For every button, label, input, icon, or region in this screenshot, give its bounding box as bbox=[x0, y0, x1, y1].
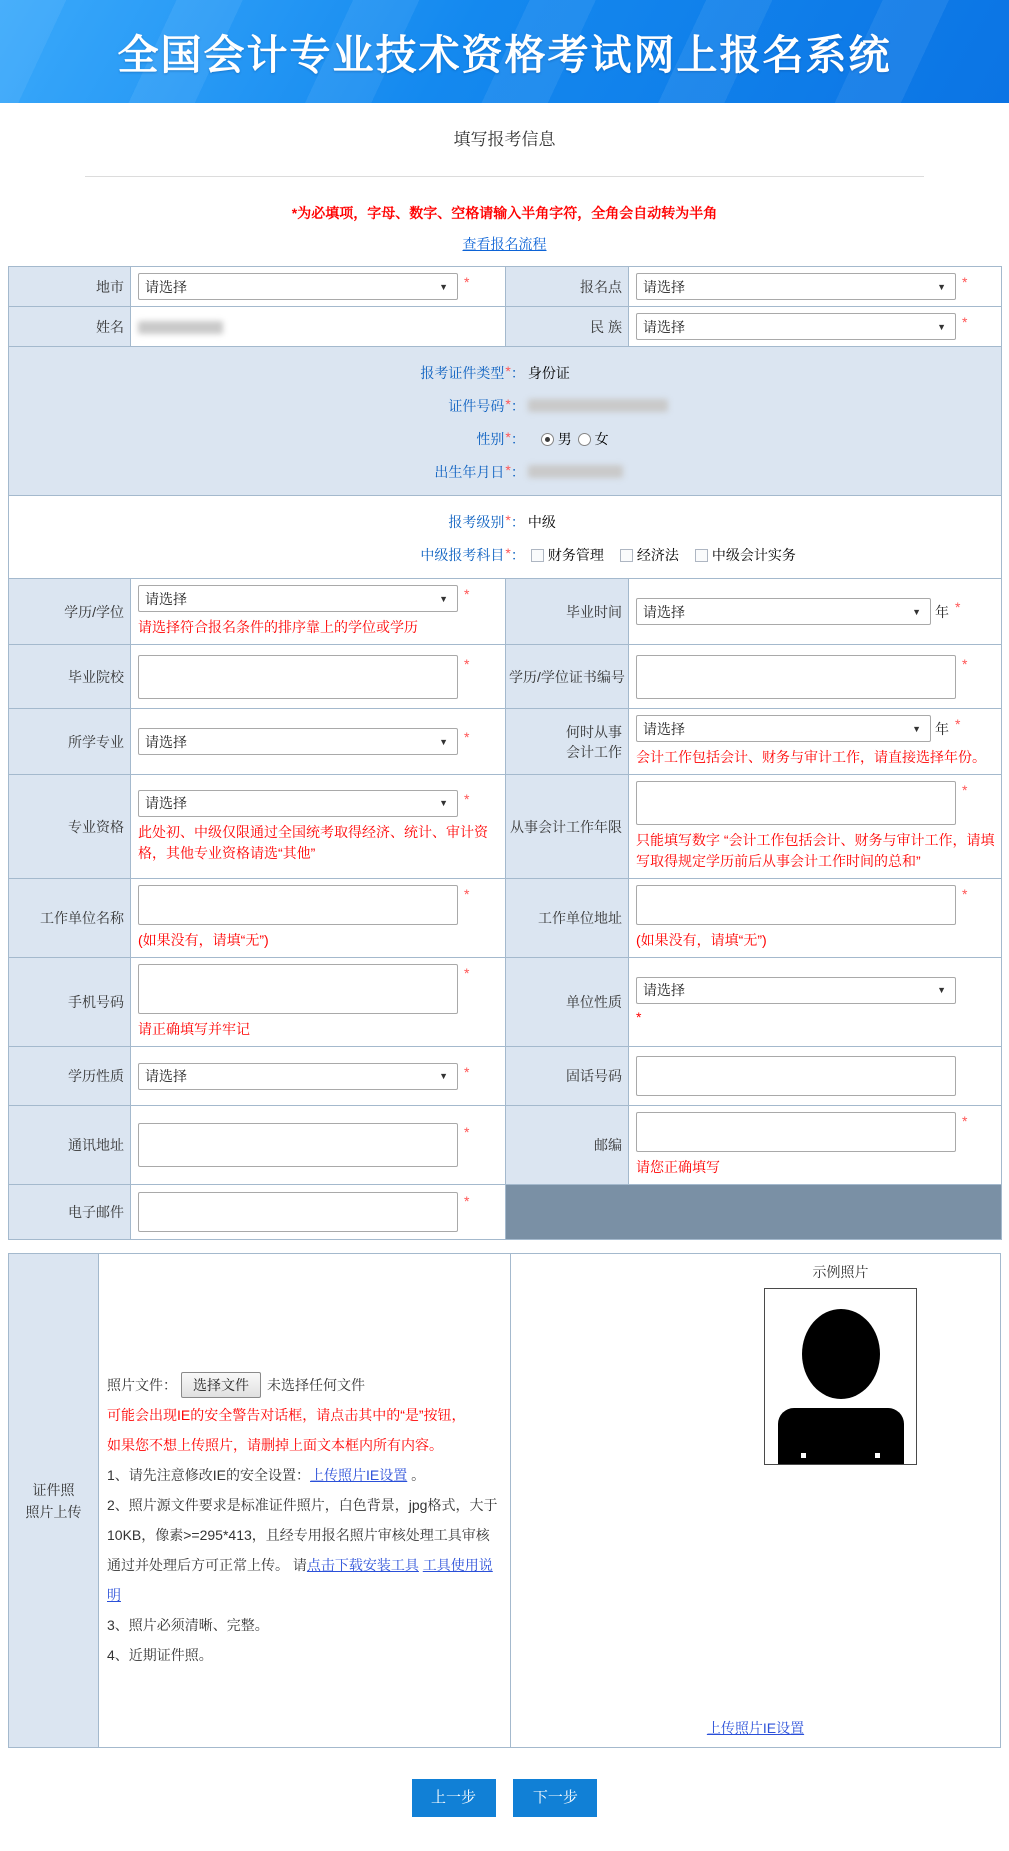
row-qualification-workyears: 专业资格 请选择 ▼ * 此处初、中级仅限通过全国统考取得经济、统计、审计资格，其他专业资格请选“其他” 从事会计工作年限 * 只能填写数字 “会计工作包括会计、财务与审计工作，请填写取得规定学历前后从事会计工作时间的总和” bbox=[9, 775, 1002, 879]
worksince-select[interactable]: 请选择 ▼ bbox=[636, 715, 931, 742]
page-title: 填写报考信息 bbox=[453, 130, 556, 149]
row-education-gradtime: 学历/学位 请选择 ▼ * 请选择符合报名条件的排序靠上的学位或学历 毕业时间 请选择 ▼ 年 * bbox=[9, 579, 1002, 645]
worksince-hint: 会计工作包括会计、财务与审计工作，请直接选择年份。 bbox=[636, 749, 986, 765]
workyears-input[interactable] bbox=[636, 781, 956, 825]
prev-step-button[interactable]: 上一步 bbox=[412, 1779, 496, 1817]
checkbox-icon[interactable] bbox=[695, 549, 708, 562]
subjects-line: 中级报考科目*： 财务管理 经济法 中级会计实务 bbox=[420, 544, 796, 563]
unittype-required: * bbox=[636, 1008, 642, 1025]
gender-male-option[interactable]: 男 bbox=[541, 429, 572, 449]
chevron-down-icon: ▼ bbox=[912, 723, 921, 734]
empty-dark-cell bbox=[506, 1185, 1002, 1240]
radio-male-checked-icon[interactable] bbox=[541, 433, 554, 446]
qualification-select[interactable]: 请选择 ▼ bbox=[138, 790, 458, 817]
city-select[interactable]: 请选择 ▼ bbox=[138, 273, 458, 300]
cert-no-label: 证件号码 bbox=[448, 397, 505, 414]
cert-no-line: 证件号码*： bbox=[9, 389, 1001, 422]
mobile-input[interactable] bbox=[138, 964, 458, 1014]
ethnic-select[interactable]: 请选择 ▼ bbox=[636, 313, 956, 340]
required-asterisk: * bbox=[962, 314, 968, 330]
row-email: 电子邮件 * bbox=[9, 1185, 1002, 1240]
subject-option-finance[interactable]: 财务管理 bbox=[531, 545, 604, 565]
cert-type-line: 报考证件类型*： 身份证 bbox=[420, 362, 570, 381]
no-file-text: 未选择任何文件 bbox=[267, 1377, 365, 1393]
gradtime-select[interactable]: 请选择 ▼ bbox=[636, 598, 931, 625]
photo-example-panel bbox=[511, 1254, 1000, 1747]
employer-addr-hint: (如果没有，请填“无”) bbox=[636, 932, 767, 948]
birth-label: 出生年月日 bbox=[434, 463, 505, 480]
footer-actions bbox=[0, 1779, 1009, 1817]
tool-manual-link[interactable]: 工具使用说明 bbox=[107, 1557, 493, 1603]
employer-name-hint: (如果没有，请填“无”) bbox=[138, 932, 269, 948]
photo-warning-line2: 如果您不想上传照片，请删掉上面文本框内所有内容。 bbox=[107, 1437, 443, 1453]
qualification-label: 专业资格 bbox=[9, 775, 131, 879]
regpoint-label: 报名点 bbox=[506, 267, 629, 307]
regpoint-select[interactable]: 请选择 ▼ bbox=[636, 273, 956, 300]
chevron-down-icon: ▼ bbox=[439, 593, 448, 604]
landline-input[interactable] bbox=[636, 1056, 956, 1096]
subjects-label: 中级报考科目 bbox=[420, 546, 505, 563]
title-divider bbox=[85, 176, 924, 177]
certnumber-input[interactable] bbox=[636, 655, 956, 699]
gradschool-label: 毕业院校 bbox=[9, 645, 131, 709]
gender-label: 性别 bbox=[476, 430, 505, 447]
chevron-down-icon: ▼ bbox=[937, 985, 946, 995]
level-label: 报考级别 bbox=[448, 513, 505, 530]
birth-value-redacted bbox=[528, 465, 623, 478]
row-employer: 工作单位名称 * (如果没有，请填“无”) 工作单位地址 * (如果没有，请填“无”) bbox=[9, 879, 1002, 958]
row-mobile-unittype: 手机号码 * 请正确填写并牢记 单位性质 请选择 ▼ * bbox=[9, 958, 1002, 1047]
photo-rule-2: 2、照片源文件要求是标准证件照片，白色背景，jpg格式，大于10KB，像素>=295*413，且经专用报名照片审核处理工具审核通过并处理后方可正常上传。 请点击下载安装工具 工具使用说明 bbox=[107, 1497, 498, 1603]
address-input[interactable] bbox=[138, 1123, 458, 1167]
photo-rule-3: 3、照片必须清晰、完整。 bbox=[107, 1617, 269, 1633]
ethnic-label: 民 族 bbox=[506, 307, 629, 347]
photo-upload-section bbox=[8, 1253, 1001, 1748]
qualification-hint: 此处初、中级仅限通过全国统考取得经济、统计、审计资格，其他专业资格请选“其他” bbox=[138, 823, 488, 861]
city-label: 地市 bbox=[9, 267, 131, 307]
chevron-down-icon: ▼ bbox=[912, 606, 921, 617]
landline-label: 固话号码 bbox=[506, 1047, 629, 1106]
row-major-worksince: 所学专业 请选择 ▼ * 何时从事 会计工作 请选择 ▼ 年 * 会计工作包括会计、财务与审计工作，请直接选择年份。 bbox=[9, 709, 1002, 775]
ie-settings-link[interactable]: 上传照片IE设置 bbox=[310, 1467, 408, 1483]
education-select[interactable]: 请选择 ▼ bbox=[138, 585, 458, 612]
major-label: 所学专业 bbox=[9, 709, 131, 775]
row-school-certnumber: 毕业院校 * 学历/学位证书编号 * bbox=[9, 645, 1002, 709]
birth-line: 出生年月日*： bbox=[9, 455, 1001, 488]
cert-type-label: 报考证件类型 bbox=[420, 364, 505, 381]
download-tool-link[interactable]: 点击下载安装工具 bbox=[306, 1557, 419, 1573]
name-value-redacted bbox=[138, 321, 223, 334]
silhouette-head bbox=[802, 1309, 880, 1399]
gender-female-option[interactable]: 女 bbox=[578, 429, 609, 449]
required-asterisk: * bbox=[464, 274, 470, 290]
subject-option-law[interactable]: 经济法 bbox=[620, 545, 679, 565]
view-process-link[interactable]: 查看报名流程 bbox=[462, 236, 547, 252]
name-label: 姓名 bbox=[9, 307, 131, 347]
example-photo-image bbox=[764, 1288, 917, 1465]
row-edunature-landline: 学历性质 请选择 ▼ * 固话号码 bbox=[9, 1047, 1002, 1106]
photo-warning-line1: 可能会出现IE的安全警告对话框，请点击其中的“是”按钮， bbox=[107, 1407, 466, 1423]
gender-line: 性别*： 男 女 bbox=[476, 428, 609, 447]
education-hint: 请选择符合报名条件的排序靠上的学位或学历 bbox=[138, 619, 418, 635]
section-identity bbox=[9, 347, 1002, 496]
row-address-postcode: 通讯地址 * 邮编 * 请您正确填写 bbox=[9, 1106, 1002, 1185]
chevron-down-icon: ▼ bbox=[439, 798, 448, 808]
row-city-regpoint bbox=[9, 267, 1002, 307]
chevron-down-icon: ▼ bbox=[937, 321, 946, 332]
chevron-down-icon: ▼ bbox=[439, 1071, 448, 1081]
photo-row-label: 证件照 照片上传 bbox=[9, 1254, 99, 1747]
required-note: *为必填项，字母、数字、空格请输入半角字符，全角会自动转为半角 bbox=[291, 205, 718, 221]
unittype-label: 单位性质 bbox=[506, 958, 629, 1047]
worksince-label: 何时从事 会计工作 bbox=[506, 709, 629, 775]
chevron-down-icon: ▼ bbox=[439, 281, 448, 292]
postcode-hint: 请您正确填写 bbox=[636, 1159, 720, 1175]
level-value: 中级 bbox=[527, 513, 556, 530]
next-step-button[interactable]: 下一步 bbox=[513, 1779, 597, 1817]
employer-addr-input[interactable] bbox=[636, 885, 956, 925]
photo-instructions bbox=[99, 1254, 511, 1747]
cert-no-value-redacted bbox=[528, 399, 668, 412]
section-level bbox=[9, 496, 1002, 579]
chevron-down-icon: ▼ bbox=[937, 281, 946, 292]
choose-file-button[interactable]: 选择文件 bbox=[181, 1372, 261, 1398]
address-label: 通讯地址 bbox=[9, 1106, 131, 1185]
mobile-hint: 请正确填写并牢记 bbox=[138, 1021, 250, 1037]
photo-file-line bbox=[107, 1370, 500, 1400]
education-label: 学历/学位 bbox=[9, 579, 131, 645]
workyears-hint: 只能填写数字 “会计工作包括会计、财务与审计工作，请填写取得规定学历前后从事会计工作时间的总和” bbox=[636, 832, 995, 869]
chevron-down-icon: ▼ bbox=[439, 736, 448, 747]
radio-female-icon[interactable] bbox=[578, 433, 591, 446]
employer-name-label: 工作单位名称 bbox=[9, 879, 131, 958]
gradschool-input[interactable] bbox=[138, 655, 458, 699]
major-select[interactable]: 请选择 ▼ bbox=[138, 728, 458, 755]
subject-option-practice[interactable]: 中级会计实务 bbox=[695, 545, 796, 565]
certnumber-label: 学历/学位证书编号 bbox=[506, 645, 629, 709]
ie-settings-bottom-link[interactable]: 上传照片IE设置 bbox=[706, 1720, 805, 1736]
photo-rule-4: 4、近期证件照。 bbox=[107, 1647, 213, 1663]
workyears-label: 从事会计工作年限 bbox=[506, 775, 629, 879]
photo-file-label: 照片文件： bbox=[107, 1377, 177, 1393]
postcode-input[interactable] bbox=[636, 1112, 956, 1152]
edunature-label: 学历性质 bbox=[9, 1047, 131, 1106]
email-input[interactable] bbox=[138, 1192, 458, 1232]
photo-rule-1: 1、请先注意修改IE的安全设置：上传照片IE设置 。 bbox=[107, 1467, 426, 1483]
silhouette-shoulders bbox=[778, 1408, 904, 1465]
registration-form-table bbox=[8, 266, 1002, 1240]
employer-name-input[interactable] bbox=[138, 885, 458, 925]
mobile-label: 手机号码 bbox=[9, 958, 131, 1047]
cert-type-value: 身份证 bbox=[527, 364, 570, 381]
employer-addr-label: 工作单位地址 bbox=[506, 879, 629, 958]
example-photo-label: 示例照片 bbox=[812, 1264, 869, 1280]
postcode-label: 邮编 bbox=[506, 1106, 629, 1185]
app-title: 全国会计专业技术资格考试网上报名系统 bbox=[117, 32, 892, 78]
level-line: 报考级别*： 中级 bbox=[448, 511, 556, 530]
checkbox-icon[interactable] bbox=[531, 549, 544, 562]
row-name-ethnic bbox=[9, 307, 1002, 347]
checkbox-icon[interactable] bbox=[620, 549, 633, 562]
required-asterisk: * bbox=[962, 274, 968, 290]
app-banner bbox=[0, 0, 1009, 103]
process-link-row bbox=[0, 234, 1009, 254]
email-label: 电子邮件 bbox=[9, 1185, 131, 1240]
gradtime-label: 毕业时间 bbox=[506, 579, 629, 645]
edunature-select[interactable]: 请选择 ▼ bbox=[138, 1063, 458, 1090]
unittype-select[interactable]: 请选择 ▼ bbox=[636, 977, 956, 1004]
